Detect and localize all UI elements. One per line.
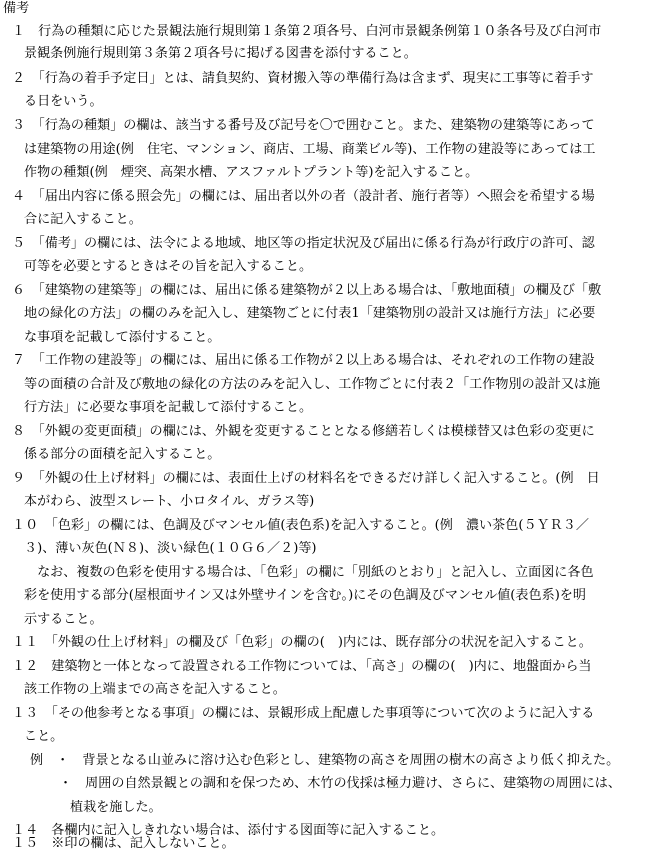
note-13-example-1: 例 ・ 背景となる山並みに溶け込む色彩とし、建築物の高さを周囲の樹木の高さより低く抑えた。 bbox=[30, 753, 620, 768]
note-7-line-2: 等の面積の合計及び敷地の緑化の方法のみを記入し、工作物ごとに付表２「工作物別の設計又は施 bbox=[24, 377, 601, 392]
remarks-heading: 備考 bbox=[3, 1, 30, 16]
note-5-line-1: ５ 「備考」の欄には、法令による地域、地区等の指定状況及び届出に係る行為が行政庁の許可、認 bbox=[12, 236, 595, 251]
note-2-line-2: る日をいう。 bbox=[24, 94, 103, 109]
note-2-line-1: ２ 「行為の着手予定日」とは、請負契約、資材搬入等の準備行為は含まず、現実に工事等に着手す bbox=[12, 71, 594, 86]
note-8-line-1: ８ 「外観の変更面積」の欄には、外観を変更することとなる修繕若しくは模様替又は色彩の変更に bbox=[12, 424, 595, 439]
note-10-line-4: 彩を使用する部分(屋根面サイン又は外壁サインを含む。)にその色調及びマンセル値(表色系)を明 bbox=[24, 588, 586, 603]
note-10-line-5: 示すること。 bbox=[24, 612, 103, 627]
note-13-line-2: こと。 bbox=[24, 729, 64, 744]
note-6-line-1: ６ 「建築物の建築等」の欄には、届出に係る建築物が２以上ある場合は、「敷地面積」の欄及び「敷 bbox=[12, 283, 602, 298]
note-14-line-1: １４ 各欄内に記入しきれない場合は、添付する図面等に記入すること。 bbox=[12, 823, 445, 838]
note-12-line-2: 該工作物の上端までの高さを記入すること。 bbox=[24, 682, 286, 697]
note-10-line-1: １０ 「色彩」の欄には、色調及びマンセル値(表色系)を記入すること。(例 濃い茶色(５ＹＲ３／ bbox=[12, 518, 589, 533]
note-5-line-2: 可等を必要とするときはその旨を記入すること。 bbox=[24, 259, 313, 274]
note-11-line-1: １１ 「外観の仕上げ材料」の欄及び「色彩」の欄の( )内には、既存部分の状況を記入すること。 bbox=[12, 635, 592, 650]
note-13-line-1: １３ 「その他参考となる事項」の欄には、景観形成上配慮した事項等について次のように記入する bbox=[12, 706, 595, 721]
note-6-line-2: 地の緑化の方法」の欄のみを記入し、建築物ごとに付表1「建築物別の設計又は施行方法」に必要 bbox=[24, 306, 596, 321]
note-4-line-1: ４ 「届出内容に係る照会先」の欄には、届出者以外の者（設計者、施行者等）へ照会を希望する場 bbox=[12, 189, 595, 204]
note-9-line-1: ９ 「外観の仕上げ材料」の欄には、表面仕上げの材料名をできるだけ詳しく記入すること。(例 日 bbox=[12, 471, 600, 486]
note-12-line-1: １２ 建築物と一体となって設置される工作物については、「高さ」の欄の( )内に、地盤面から当 bbox=[12, 659, 592, 674]
note-10-line-2: ３)、薄い灰色(Ｎ８)、淡い緑色(１０Ｇ６／２)等) bbox=[24, 541, 317, 556]
note-8-line-2: 係る部分の面積を記入すること。 bbox=[24, 447, 221, 462]
note-10-line-3: なお、複数の色彩を使用する場合は、「色彩」の欄に「別紙のとおり」と記入し、立面図に各色 bbox=[24, 565, 594, 580]
note-7-line-1: ７ 「工作物の建設等」の欄には、届出に係る工作物が２以上ある場合は、それぞれの工作物の建設 bbox=[12, 353, 595, 368]
note-1-line-1: １ 行為の種類に応じた景観法施行規則第１条第２項各号、白河市景観条例第１０条各号及び白河市 bbox=[12, 24, 602, 39]
note-3-line-1: ３ 「行為の種類」の欄は、該当する番号及び記号を〇で囲むこと。また、建築物の建築等にあって bbox=[12, 118, 595, 133]
note-13-example-2-cont: 植栽を施した。 bbox=[70, 800, 162, 815]
note-9-line-2: 本がわら、波型スレート、小ロタイル、ガラス等) bbox=[24, 494, 315, 509]
note-15-line-1: １５ ※印の欄は、記入しないこと。 bbox=[12, 836, 235, 851]
note-4-line-2: 合に記入すること。 bbox=[24, 212, 142, 227]
note-3-line-3: 作物の種類(例 煙突、高架水槽、アスファルトプラント等)を記入すること。 bbox=[24, 165, 479, 180]
note-13-example-2: ・ 周囲の自然景観との調和を保つため、木竹の伐採は極力避け、さらに、建築物の周囲には、 bbox=[59, 776, 621, 791]
note-1-line-2: 景観条例施行規則第３条第２項各号に掲げる図書を添付すること。 bbox=[24, 46, 417, 61]
note-6-line-3: な事項を記載して添付すること。 bbox=[24, 330, 221, 345]
note-7-line-3: 行方法」に必要な事項を記載して添付すること。 bbox=[24, 400, 313, 415]
note-3-line-2: は建築物の用途(例 住宅、マンション、商店、工場、商業ビル等)、工作物の建設等にあっては工 bbox=[24, 142, 596, 157]
